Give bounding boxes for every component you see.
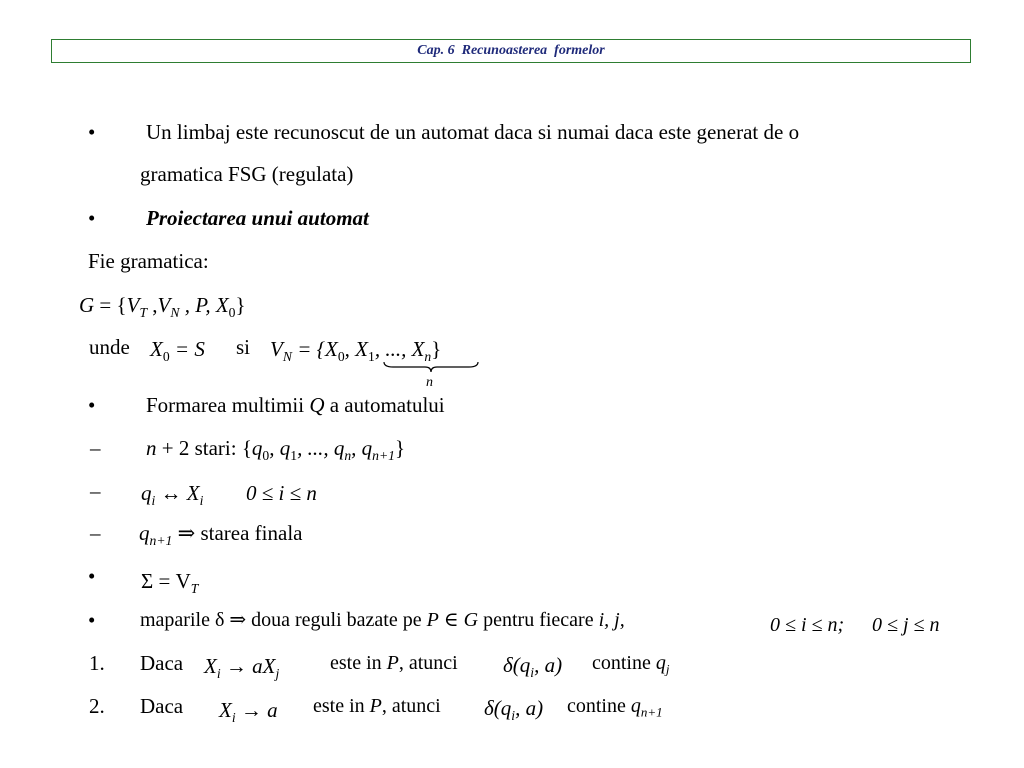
bullet: • [88,393,96,417]
bullet-1-line-2: gramatica FSG (regulata) [140,162,354,186]
rule-2-contine: contine $q_{n+1}$ [567,695,663,720]
states-formula: n + 2 stari: {$q_0$, $q_1$, ..., $q_n$, $q_{n+1}$} [146,436,406,463]
bullet-2-heading: Proiectarea unui automat [146,206,369,230]
bullet: • [88,564,96,588]
dash: – [90,479,101,503]
bullet: • [88,206,96,230]
vn-set-formula: $V_N = \{X_0$, $X_1$, ..., $X_n$} [270,337,442,364]
bullet: • [88,608,96,632]
dash: – [90,436,101,460]
rule-1-condition: este in P, atunci [330,652,458,674]
final-state-formula: $q_{n+1}$ ⇒ starea finala [139,521,303,548]
unde-word: unde [89,335,130,359]
sigma-formula: $\Sigma = V_T$ [141,569,199,596]
mapping-rules-text: maparile δ ⇒ doua reguli bazate pe P ∈ G pentru fiecare i, j, [140,609,625,631]
bullet: • [88,120,96,144]
underbrace-icon [383,361,479,373]
rule-2-daca: Daca [140,694,184,718]
rule-1-number: 1. [89,651,105,675]
grammar-formula: $G = \{V_T$ $,V_N$ , P, $X_0$} [79,293,246,320]
x0-equals-s-formula: $X_0 = S$ [150,337,205,364]
si-word: si [236,335,251,359]
header-title: Cap. 6 Recunoasterea formelor [417,43,605,58]
bullet-1-line-1: Un limbaj este recunoscut de un automat daca si numai daca este generat de o [146,120,800,144]
underbrace-label: n [426,375,433,390]
range-j-formula: 0 ≤ j ≤ n [872,614,940,636]
rule-1-daca: Daca [140,651,184,675]
fie-gramatica-text: Fie gramatica: [88,249,209,273]
dash: – [90,521,101,545]
index-range-formula: 0 ≤ i ≤ n [246,481,317,505]
rule-2-production: $X_i \to a$ [219,698,278,725]
rule-2-condition: este in P, atunci [313,695,441,717]
rule-2-number: 2. [89,694,105,718]
rule-2-delta: $\delta(q_i$, a) [484,696,544,723]
rule-1-production: $X_i \to aX_j$ [204,654,280,681]
rule-1-delta: $\delta(q_i$, a) [503,653,563,680]
qi-xi-correspondence: $q_i$ ↔ $X_i$ [141,481,204,508]
header-box [51,39,971,63]
range-i-formula: 0 ≤ i ≤ n; [770,614,845,636]
bullet-3-text: Formarea multimii Q a automatului [146,393,445,417]
rule-1-contine: contine $q_j$ [592,652,670,677]
